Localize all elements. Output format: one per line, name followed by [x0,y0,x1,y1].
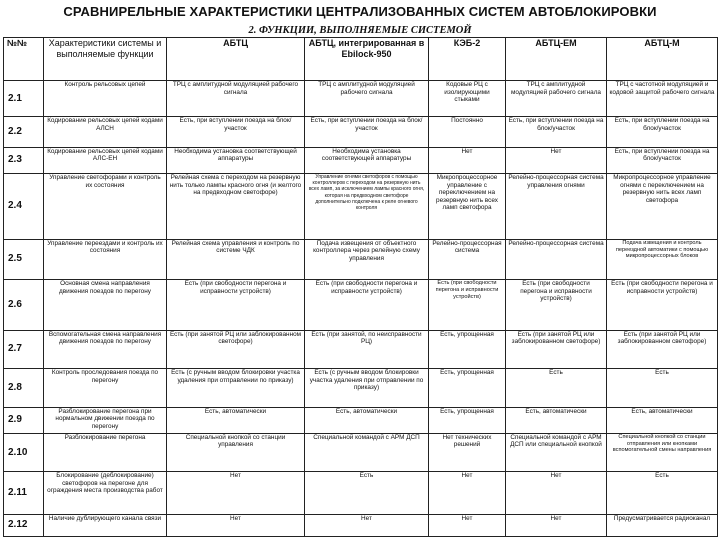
table-row [4,174,718,240]
cell-abtc-ebilock: Есть (при занятой, по неисправности РЦ) [305,330,429,368]
cell-abtc-ebilock: Есть, автоматически [305,407,429,433]
cell-abtc-em: Нет [506,147,607,173]
cell-keb2: Нет [429,472,506,514]
table-row [4,369,718,407]
cell-abtc-m: Есть [607,369,718,407]
row-number: 2.11 [4,472,44,514]
cell-abtc-ebilock: ТРЦ с амплитудной модуляцией рабочего сигнала [305,81,429,117]
cell-abtc-em: Есть, при вступлении поезда на блок/участок [506,117,607,147]
row-function: Управление светофорами и контроль их состояния [44,174,167,240]
cell-abtc-m: Есть (при свободности перегона и исправности устройств) [607,280,718,331]
row-function: Наличие дублирующего канала связи [44,514,167,536]
comparison-table [3,37,718,537]
cell-abtc: Есть (с ручным вводом блокировки участка удаления при отправлении по приказу) [167,369,305,407]
cell-abtc-m: Микропроцессорное управление огнями с переключением на резервную нить всех ламп светофора [607,174,718,240]
cell-abtc: Есть (при занятой РЦ или заблокированном светофоре) [167,330,305,368]
row-number: 2.9 [4,407,44,433]
row-function: Кодирование рельсовых цепей кодами АЛСН [44,117,167,147]
row-number: 2.5 [4,239,44,279]
row-number: 2.4 [4,174,44,240]
cell-abtc-m: Предусматривается радиоканал [607,514,718,536]
cell-keb2: Есть, упрощенная [429,407,506,433]
header-num: №№ [4,38,44,81]
cell-abtc: Есть, автоматически [167,407,305,433]
header-abtc-em: АБТЦ-ЕМ [506,38,607,81]
cell-abtc-ebilock: Есть (при свободности перегона и исправности устройств) [305,280,429,331]
cell-abtc: Специальной кнопкой со станции управления [167,433,305,471]
cell-keb2: Есть, упрощенная [429,330,506,368]
cell-abtc: Нет [167,472,305,514]
cell-abtc-em: Есть (при свободности перегона и исправности устройств) [506,280,607,331]
cell-keb2: Кодовые РЦ с изолирующими стыками [429,81,506,117]
row-function: Разблокирование перегона [44,433,167,471]
cell-abtc-m: Есть, при вступлении поезда на блок/участок [607,117,718,147]
table-row [4,330,718,368]
table-row [4,280,718,331]
section-subtitle: 2. ФУНКЦИИ, ВЫПОЛНЯЕМЫЕ СИСТЕМОЙ [248,25,472,36]
cell-abtc-ebilock: Есть, при вступлении поезда на блок/участок [305,117,429,147]
cell-abtc-em: Есть (при занятой РЦ или заблокированном светофоре) [506,330,607,368]
header-abtc-m: АБТЦ-М [607,38,718,81]
row-number: 2.3 [4,147,44,173]
row-number: 2.10 [4,433,44,471]
cell-keb2: Нет [429,147,506,173]
table-body [4,81,718,537]
row-function: Контроль рельсовых цепей [44,81,167,117]
cell-abtc-ebilock: Управление огнями светофоров с помощью контроллеров с переходом на резервную нить всех ламп, за исключением лампы красного огня, которая на предвходном светофоре дополнительно подключена к реле огневого контроля [305,174,429,240]
table-row [4,147,718,173]
cell-abtc-ebilock: Есть (с ручным вводом блокировки участка удаления при отправлении по приказу) [305,369,429,407]
cell-abtc: Релейная схема управления и контроль по системе ЧДК [167,239,305,279]
cell-abtc-ebilock: Специальной командой с АРМ ДСП [305,433,429,471]
cell-abtc-m: Есть, при вступлении поезда на блок/участок [607,147,718,173]
cell-abtc: Нет [167,514,305,536]
cell-keb2: Нет [429,514,506,536]
cell-abtc-em: Есть, автоматически [506,407,607,433]
cell-abtc-em: Релейно-процессорная система [506,239,607,279]
table-row [4,407,718,433]
cell-abtc-m: Есть (при занятой РЦ или заблокированном светофоре) [607,330,718,368]
header-func: Характеристики системы и выполняемые функции [44,38,167,81]
cell-keb2: Есть (при свободности перегона и исправности устройств) [429,280,506,331]
table-row [4,433,718,471]
cell-keb2: Есть, упрощенная [429,369,506,407]
row-function: Контроль проследования поезда по перегону [44,369,167,407]
header-keb2: КЭБ-2 [429,38,506,81]
row-number: 2.12 [4,514,44,536]
header-row [4,38,718,81]
cell-keb2: Нет технических решений [429,433,506,471]
row-function: Основная смена направления движения поездов по перегону [44,280,167,331]
cell-abtc-em: ТРЦ с амплитудной модуляцией рабочего сигнала [506,81,607,117]
row-number: 2.1 [4,81,44,117]
page-title: СРАВНИРЕЛЬНЫЕ ХАРАКТЕРИСТИКИ ЦЕНТРАЛИЗОВАННЫХ СИСТЕМ АВТОБЛОКИРОВКИ [63,4,657,19]
cell-abtc: Релейная схема с переходом на резервную нить только лампы красного огня (и желтого на предвходном светофоре) [167,174,305,240]
row-number: 2.6 [4,280,44,331]
row-number: 2.8 [4,369,44,407]
cell-abtc-ebilock: Необходима установка соответствующей аппаратуры [305,147,429,173]
row-function: Вспомогательная смена направления движения поездов по перегону [44,330,167,368]
cell-abtc: Необходима установка соответствующей аппаратуры [167,147,305,173]
cell-abtc-em: Есть [506,369,607,407]
row-function: Разблокирование перегона при нормальном движении поезда по перегону [44,407,167,433]
cell-abtc-m: Есть, автоматически [607,407,718,433]
table-row [4,117,718,147]
row-number: 2.2 [4,117,44,147]
table-row [4,239,718,279]
table-row [4,81,718,117]
row-function: Кодирование рельсовых цепей кодами АЛС-ЕН [44,147,167,173]
cell-keb2: Микропроцессорное управление с переключением на резервную нить всех ламп светофора [429,174,506,240]
cell-abtc-em: Специальной командой с АРМ ДСП или специальной кнопкой [506,433,607,471]
cell-keb2: Постоянно [429,117,506,147]
cell-abtc-ebilock: Нет [305,514,429,536]
cell-abtc-em: Нет [506,514,607,536]
cell-abtc-m: Подача извещения и контроль переездной автоматики с помощью микропроцессорных блоков [607,239,718,279]
cell-abtc: ТРЦ с амплитудной модуляцией рабочего сигнала [167,81,305,117]
cell-abtc: Есть, при вступлении поезда на блок/участок [167,117,305,147]
row-function: Управление переездами и контроль их состояния [44,239,167,279]
row-function: Блокирование (деблокирование) светофоров на перегоне для ограждения места производства работ [44,472,167,514]
cell-abtc-em: Нет [506,472,607,514]
cell-keb2: Релейно-процессорная система [429,239,506,279]
cell-abtc-ebilock: Подача извещения от объектного контроллера через релейную схему управления [305,239,429,279]
row-number: 2.7 [4,330,44,368]
cell-abtc-ebilock: Есть [305,472,429,514]
cell-abtc-m: Есть [607,472,718,514]
cell-abtc: Есть (при свободности перегона и исправности устройств) [167,280,305,331]
table-row [4,472,718,514]
header-abtc: АБТЦ [167,38,305,81]
cell-abtc-m: Специальной кнопкой со станции отправления или кнопками вспомогательной смены направления [607,433,718,471]
cell-abtc-m: ТРЦ с частотной модуляцией и кодовой защитой рабочего сигнала [607,81,718,117]
header-abtc-ebilock: АБТЦ, интегрированная в Ebilock-950 [305,38,429,81]
table-row [4,514,718,536]
cell-abtc-em: Релейно-процессорная система управления огнями [506,174,607,240]
